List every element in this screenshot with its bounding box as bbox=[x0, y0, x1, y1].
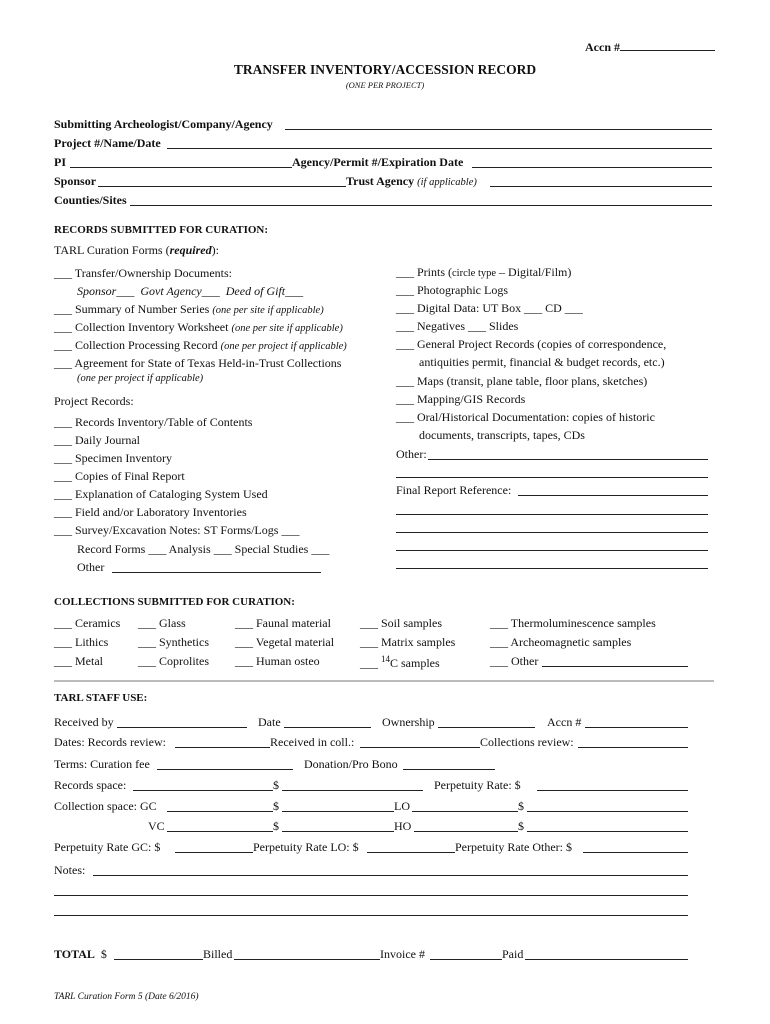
checkbox-oral[interactable] bbox=[396, 410, 655, 425]
blank[interactable]: ___ bbox=[396, 301, 414, 315]
notes-line-1[interactable] bbox=[93, 875, 688, 876]
right-other-input[interactable] bbox=[428, 459, 708, 460]
blank[interactable]: ___ bbox=[138, 654, 156, 668]
records-space-input[interactable] bbox=[133, 790, 273, 791]
checkbox-c14[interactable] bbox=[360, 654, 440, 671]
blank[interactable]: ___ bbox=[360, 635, 378, 649]
total-row bbox=[54, 947, 107, 962]
blank[interactable]: ___ bbox=[311, 542, 330, 556]
checkbox-specimen-inventory[interactable] bbox=[54, 451, 172, 466]
notes-label: Notes: bbox=[54, 863, 86, 877]
blank[interactable]: ___ bbox=[490, 654, 508, 668]
ho-input[interactable] bbox=[414, 831, 518, 832]
inventory-label: Collection Inventory Worksheet bbox=[75, 320, 229, 334]
checkbox-ceramics[interactable] bbox=[54, 616, 120, 631]
checkbox-coll-other[interactable] bbox=[490, 654, 538, 669]
checkbox-maps[interactable] bbox=[396, 374, 647, 389]
vc-input[interactable] bbox=[167, 831, 273, 832]
checkbox-thermo[interactable] bbox=[490, 616, 656, 631]
blank[interactable]: ___ bbox=[54, 451, 72, 465]
checkbox-synthetics[interactable] bbox=[138, 635, 209, 650]
blank[interactable]: ___ bbox=[360, 616, 378, 630]
transfer-options bbox=[77, 284, 303, 299]
maps-label: Maps (transit, plane table, floor plans, sketches) bbox=[417, 374, 648, 388]
staff-heading-colon: : bbox=[143, 692, 148, 704]
staff-accn-label: Accn # bbox=[547, 715, 582, 729]
survey-label: Survey/Excavation Notes: ST Forms/Logs bbox=[75, 523, 279, 537]
records-space-label: Records space: bbox=[54, 778, 127, 792]
ceramics-label: Ceramics bbox=[75, 616, 121, 630]
invoice-input[interactable] bbox=[430, 959, 502, 960]
records-heading-colon: : bbox=[264, 224, 269, 236]
blank[interactable]: ___ bbox=[138, 616, 156, 630]
trust-agency-input[interactable] bbox=[490, 186, 712, 187]
slides-label: Slides bbox=[488, 319, 519, 333]
checkbox-matrix[interactable] bbox=[360, 635, 455, 650]
sponsor-input[interactable] bbox=[98, 186, 346, 187]
tarl-forms-end: ): bbox=[211, 243, 219, 257]
checkbox-faunal[interactable] bbox=[235, 616, 331, 631]
checkbox-metal[interactable] bbox=[54, 654, 103, 669]
blank[interactable]: ___ bbox=[116, 284, 135, 298]
date-label: Date bbox=[258, 715, 281, 729]
final-report-ref-line-5[interactable] bbox=[396, 568, 708, 569]
daily-journal-label: Daily Journal bbox=[75, 433, 140, 447]
blank[interactable]: ___ bbox=[54, 616, 72, 630]
prints-label: Prints ( bbox=[417, 265, 453, 279]
lo-label: LO bbox=[394, 799, 410, 813]
total-dollar: $ bbox=[100, 947, 107, 961]
mapping-label: Mapping/GIS Records bbox=[417, 392, 526, 406]
general-label: General Project Records (copies of correspondence, bbox=[417, 337, 667, 351]
prints-note: circle type bbox=[452, 268, 497, 279]
donation-label: Donation/Pro Bono bbox=[304, 757, 398, 771]
counties-label: Counties/Sites bbox=[54, 193, 127, 207]
specimen-inventory-label: Specimen Inventory bbox=[75, 451, 172, 465]
collections-heading-colon: : bbox=[291, 596, 295, 608]
checkbox-daily-journal[interactable] bbox=[54, 433, 140, 448]
lo-dollar: $ bbox=[518, 799, 524, 813]
collections-review-input[interactable] bbox=[578, 747, 688, 748]
metal-label: Metal bbox=[75, 654, 103, 668]
ownership-label: Ownership bbox=[382, 715, 435, 729]
checkbox-prints[interactable] bbox=[396, 265, 571, 280]
accn-number-field[interactable] bbox=[585, 38, 715, 55]
checkbox-human[interactable] bbox=[235, 654, 320, 669]
checkbox-general[interactable] bbox=[396, 337, 666, 352]
staff-accn-input[interactable] bbox=[585, 727, 688, 728]
checkbox-photo-logs[interactable] bbox=[396, 283, 508, 298]
checkbox-cataloging[interactable] bbox=[54, 487, 268, 502]
checkbox-records-inventory[interactable] bbox=[54, 415, 252, 430]
blank[interactable]: ___ bbox=[396, 319, 414, 333]
c14-label: C samples bbox=[390, 656, 440, 670]
form-title: TRANSFER INVENTORY/ACCESSION RECORD bbox=[233, 62, 537, 77]
checkbox-processing[interactable] bbox=[54, 338, 347, 353]
final-report-ref-line-2[interactable] bbox=[396, 514, 708, 515]
checkbox-digital[interactable] bbox=[396, 301, 583, 316]
blank[interactable]: ___ bbox=[54, 338, 72, 352]
tarl-forms-text: TARL Curation Forms ( bbox=[54, 243, 170, 257]
paid-label: Paid bbox=[502, 947, 524, 961]
perpetuity-rate-input[interactable] bbox=[537, 790, 688, 791]
ho-label: HO bbox=[394, 819, 412, 833]
curation-fee-input[interactable] bbox=[157, 769, 293, 770]
blank[interactable]: ___ bbox=[54, 635, 72, 649]
staff-heading-text: TARL STAFF USE bbox=[54, 692, 144, 704]
soil-label: Soil samples bbox=[381, 616, 443, 630]
thermo-label: Thermoluminescence samples bbox=[510, 616, 656, 630]
blank[interactable]: ___ bbox=[396, 283, 414, 297]
submitting-label: Submitting Archeologist/Company/Agency bbox=[54, 117, 273, 131]
received-by-label: Received by bbox=[54, 715, 114, 729]
records-heading bbox=[54, 224, 268, 236]
section-divider bbox=[54, 680, 714, 682]
blank[interactable]: ___ bbox=[396, 392, 414, 406]
checkbox-survey[interactable] bbox=[54, 523, 299, 538]
blank[interactable]: ___ bbox=[396, 337, 414, 351]
required-text: required bbox=[169, 243, 212, 257]
coll-other-label: Other bbox=[511, 654, 539, 668]
blank[interactable]: ___ bbox=[524, 301, 543, 315]
blank[interactable]: ___ bbox=[396, 410, 414, 424]
blank[interactable]: ___ bbox=[138, 635, 156, 649]
date-input[interactable] bbox=[284, 727, 371, 728]
invoice-label: Invoice # bbox=[380, 947, 425, 961]
project-input[interactable] bbox=[167, 148, 712, 149]
billed-input[interactable] bbox=[234, 959, 380, 960]
negatives-label: Negatives bbox=[417, 319, 465, 333]
general-label-2: antiquities permit, financial & budget records, etc.) bbox=[419, 355, 665, 369]
sponsor-option: Sponsor bbox=[77, 284, 117, 298]
notes-line-3[interactable] bbox=[54, 915, 688, 916]
project-records-label: Project Records: bbox=[54, 394, 134, 408]
gc-dollar: $ bbox=[273, 799, 279, 813]
pr-lo-input[interactable] bbox=[367, 852, 455, 853]
cd-label: CD bbox=[545, 301, 562, 315]
blank[interactable]: ___ bbox=[54, 505, 72, 519]
accn-label: Accn # bbox=[585, 40, 620, 54]
tarl-forms-label bbox=[54, 243, 219, 258]
blank[interactable]: ___ bbox=[490, 616, 508, 630]
collections-heading bbox=[54, 596, 295, 608]
photo-logs-label: Photographic Logs bbox=[417, 283, 508, 297]
pi-input[interactable] bbox=[70, 167, 292, 168]
analysis-label: Analysis bbox=[168, 542, 211, 556]
digital-label: Digital Data: UT Box bbox=[417, 301, 522, 315]
form-subtitle: (ONE PER PROJECT) bbox=[345, 80, 425, 90]
gc-input[interactable] bbox=[167, 811, 273, 812]
ho-cost-input[interactable] bbox=[527, 831, 688, 832]
lo-cost-input[interactable] bbox=[527, 811, 688, 812]
records-heading-text: RECORDS SUBMITTED FOR CURATION bbox=[54, 224, 265, 236]
summary-label: Summary of Number Series bbox=[75, 302, 210, 316]
notes-line-2[interactable] bbox=[54, 895, 688, 896]
pr-gc-input[interactable] bbox=[175, 852, 253, 853]
pr-gc-label: Perpetuity Rate GC: $ bbox=[54, 840, 161, 854]
pi-label: PI bbox=[54, 155, 66, 169]
blank[interactable]: ___ bbox=[213, 542, 232, 556]
gc-cost-input[interactable] bbox=[282, 811, 394, 812]
right-other-label: Other: bbox=[396, 447, 427, 461]
checkbox-archeomag[interactable] bbox=[490, 635, 631, 650]
record-forms-label: Record Forms bbox=[77, 542, 146, 556]
pr-other-input[interactable] bbox=[583, 852, 688, 853]
agreement-note: (one per project if applicable) bbox=[77, 373, 204, 384]
blank[interactable]: ___ bbox=[490, 635, 508, 649]
blank[interactable]: ___ bbox=[396, 374, 414, 388]
govt-option: Govt Agency bbox=[140, 284, 202, 298]
checkbox-agreement[interactable] bbox=[54, 356, 341, 371]
blank[interactable]: ___ bbox=[54, 433, 72, 447]
summary-note: (one per site if applicable) bbox=[212, 305, 324, 316]
oral-label: Oral/Historical Documentation: copies of historic bbox=[417, 410, 655, 424]
collections-review-label: Collections review: bbox=[480, 735, 574, 749]
accn-input[interactable] bbox=[620, 38, 715, 51]
donation-input[interactable] bbox=[403, 769, 495, 770]
records-space-cost-input[interactable] bbox=[282, 790, 423, 791]
processing-label: Collection Processing Record bbox=[75, 338, 218, 352]
dates-review-label: Dates: Records review: bbox=[54, 735, 166, 749]
blank[interactable]: ___ bbox=[281, 523, 300, 537]
checkbox-vegetal[interactable] bbox=[235, 635, 334, 650]
submitting-input[interactable] bbox=[285, 129, 712, 130]
checkbox-inventory-worksheet[interactable] bbox=[54, 320, 343, 335]
coll-other-input[interactable] bbox=[542, 666, 688, 667]
blank[interactable]: ___ bbox=[54, 266, 72, 280]
final-report-ref-label: Final Report Reference: bbox=[396, 483, 512, 497]
checkbox-coprolites[interactable] bbox=[138, 654, 209, 669]
blank[interactable]: ___ bbox=[54, 654, 72, 668]
vc-label: VC bbox=[148, 819, 165, 833]
total-label: TOTAL bbox=[54, 947, 95, 961]
final-report-ref-input[interactable] bbox=[518, 495, 708, 496]
cataloging-label: Explanation of Cataloging System Used bbox=[75, 487, 268, 501]
received-coll-label: Received in coll.: bbox=[270, 735, 355, 749]
field-lab-label: Field and/or Laboratory Inventories bbox=[75, 505, 247, 519]
agency-input[interactable] bbox=[472, 167, 712, 168]
billed-label: Billed bbox=[203, 947, 233, 961]
record-forms-row bbox=[77, 542, 329, 557]
blank[interactable]: ___ bbox=[235, 654, 253, 668]
pr-other-label: Perpetuity Rate Other: $ bbox=[455, 840, 572, 854]
processing-note: (one per project if applicable) bbox=[220, 341, 347, 352]
checkbox-mapping[interactable] bbox=[396, 392, 525, 407]
matrix-label: Matrix samples bbox=[381, 635, 456, 649]
blank[interactable]: ___ bbox=[54, 415, 72, 429]
vc-cost-input[interactable] bbox=[282, 831, 394, 832]
checkbox-transfer[interactable] bbox=[54, 266, 232, 281]
terms-label: Terms: Curation fee bbox=[54, 757, 150, 771]
blank[interactable]: ___ bbox=[54, 320, 72, 334]
transfer-label: Transfer/Ownership Documents: bbox=[74, 266, 232, 280]
sponsor-label: Sponsor bbox=[54, 174, 97, 188]
c14-superscript: 14 bbox=[381, 654, 390, 664]
synthetics-label: Synthetics bbox=[159, 635, 209, 649]
blank[interactable]: ___ bbox=[54, 356, 72, 370]
blank[interactable]: ___ bbox=[396, 265, 414, 279]
records-review-input[interactable] bbox=[175, 747, 270, 748]
pr-lo-label: Perpetuity Rate LO: $ bbox=[253, 840, 359, 854]
checkbox-negatives[interactable] bbox=[396, 319, 518, 334]
right-other-input-2[interactable] bbox=[396, 477, 708, 478]
final-report-ref-line-3[interactable] bbox=[396, 532, 708, 533]
staff-heading bbox=[54, 692, 147, 704]
blank[interactable]: ___ bbox=[235, 635, 253, 649]
lithics-label: Lithics bbox=[75, 635, 109, 649]
records-other-input[interactable] bbox=[112, 572, 321, 573]
perpetuity-rate-label: Perpetuity Rate: $ bbox=[434, 778, 521, 792]
prints-end: – Digital/Film) bbox=[496, 265, 572, 279]
checkbox-soil[interactable] bbox=[360, 616, 442, 631]
trust-agency-label bbox=[346, 174, 477, 189]
ho-dollar: $ bbox=[518, 819, 524, 833]
checkbox-lithics[interactable] bbox=[54, 635, 108, 650]
coprolites-label: Coprolites bbox=[159, 654, 209, 668]
records-space-dollar: $ bbox=[273, 778, 279, 792]
counties-input[interactable] bbox=[130, 205, 712, 206]
agency-label: Agency/Permit #/Expiration Date bbox=[292, 155, 464, 169]
paid-input[interactable] bbox=[525, 959, 688, 960]
received-coll-input[interactable] bbox=[360, 747, 480, 748]
collection-space-label: Collection space: GC bbox=[54, 799, 157, 813]
final-report-label: Copies of Final Report bbox=[75, 469, 185, 483]
blank[interactable]: ___ bbox=[235, 616, 253, 630]
blank[interactable]: ___ bbox=[54, 302, 72, 316]
vc-dollar: $ bbox=[273, 819, 279, 833]
trust-agency-text: Trust Agency bbox=[346, 174, 415, 188]
inventory-note: (one per site if applicable) bbox=[231, 323, 343, 334]
blank[interactable]: ___ bbox=[54, 523, 72, 537]
glass-label: Glass bbox=[159, 616, 186, 630]
blank[interactable]: ___ bbox=[285, 284, 304, 298]
trust-agency-note: (if applicable) bbox=[417, 177, 477, 188]
deed-option: Deed of Gift bbox=[225, 284, 286, 298]
checkbox-field-lab[interactable] bbox=[54, 505, 247, 520]
ownership-input[interactable] bbox=[438, 727, 535, 728]
faunal-label: Faunal material bbox=[256, 616, 331, 630]
lo-input[interactable] bbox=[412, 811, 518, 812]
agreement-label: Agreement for State of Texas Held-in-Trust Collections bbox=[74, 356, 342, 370]
checkbox-glass[interactable] bbox=[138, 616, 186, 631]
human-label: Human osteo bbox=[256, 654, 320, 668]
received-by-input[interactable] bbox=[117, 727, 247, 728]
project-label: Project #/Name/Date bbox=[54, 136, 161, 150]
footer-text: TARL Curation Form 5 (Date 6/2016) bbox=[54, 992, 199, 1002]
blank[interactable]: ___ bbox=[467, 319, 486, 333]
oral-label-2: documents, transcripts, tapes, CDs bbox=[419, 428, 585, 442]
records-inventory-label: Records Inventory/Table of Contents bbox=[75, 415, 253, 429]
blank[interactable]: ___ bbox=[360, 656, 378, 670]
final-report-ref-line-4[interactable] bbox=[396, 550, 708, 551]
checkbox-final-report[interactable] bbox=[54, 469, 185, 484]
blank[interactable]: ___ bbox=[564, 301, 583, 315]
checkbox-summary[interactable] bbox=[54, 302, 324, 317]
records-other-label: Other bbox=[77, 560, 105, 574]
blank[interactable]: ___ bbox=[201, 284, 220, 298]
total-input[interactable] bbox=[114, 959, 203, 960]
blank[interactable]: ___ bbox=[148, 542, 167, 556]
archeomag-label: Archeomagnetic samples bbox=[510, 635, 632, 649]
blank[interactable]: ___ bbox=[54, 487, 72, 501]
blank[interactable]: ___ bbox=[54, 469, 72, 483]
collections-heading-text: COLLECTIONS SUBMITTED FOR CURATION bbox=[54, 596, 292, 608]
special-studies-label: Special Studies bbox=[234, 542, 309, 556]
vegetal-label: Vegetal material bbox=[255, 635, 335, 649]
